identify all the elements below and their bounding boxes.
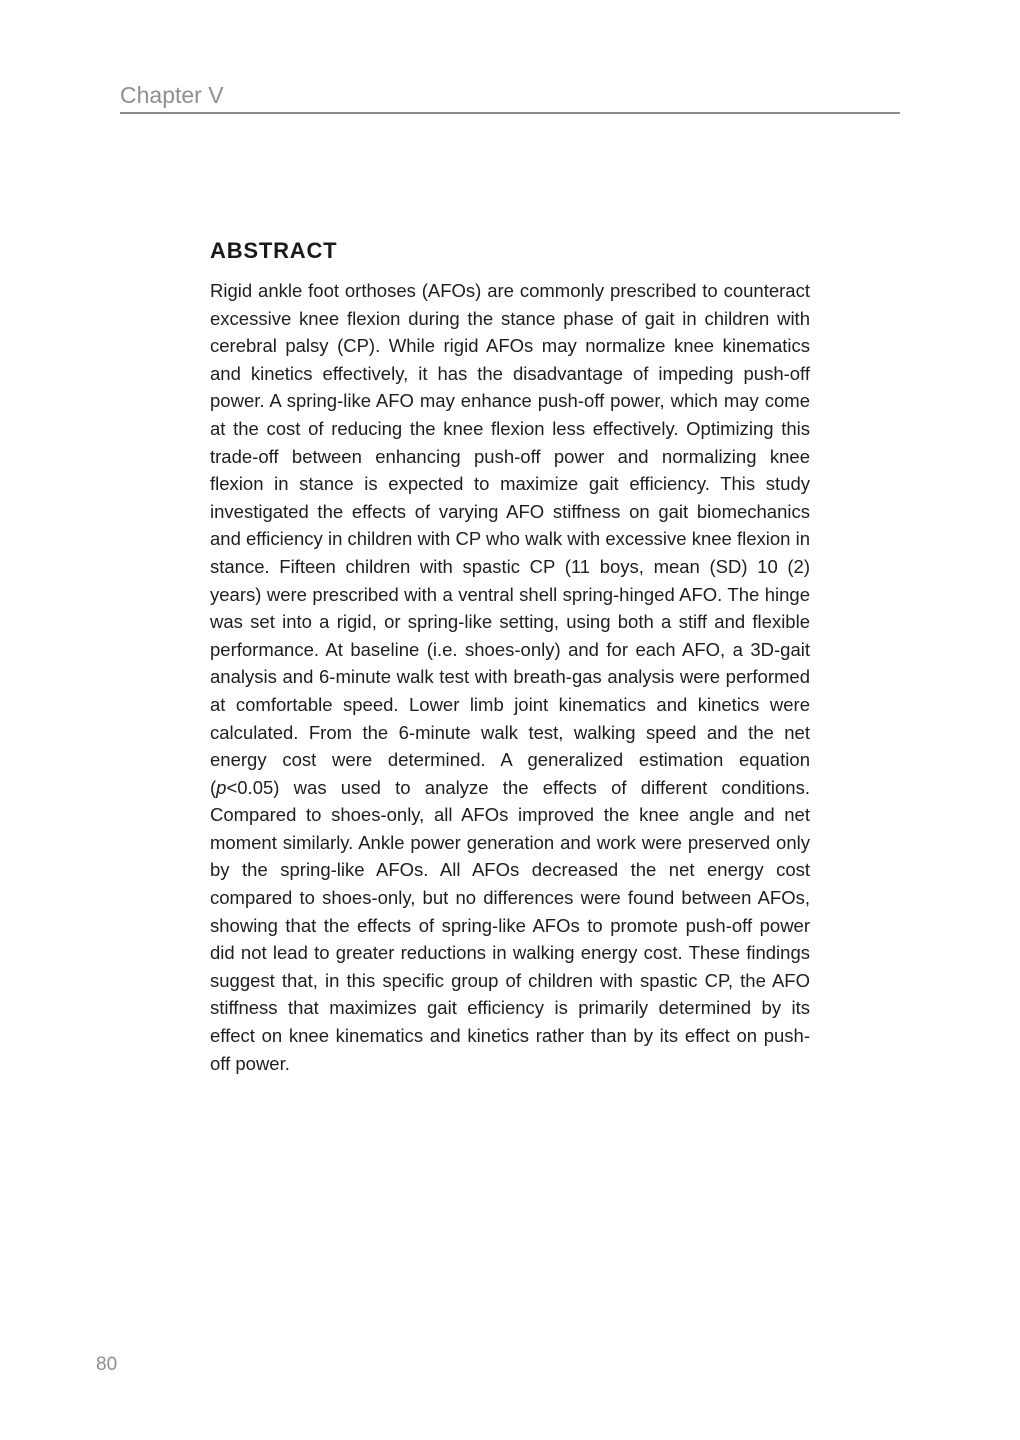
abstract-section [210, 236, 810, 1077]
p-value-symbol: p [216, 776, 227, 798]
abstract-body [210, 277, 810, 1077]
page-number: 80 [96, 1354, 118, 1375]
running-header [120, 80, 900, 114]
abstract-text-part2: <0.05) was used to analyze the effects of different conditions. Compared to shoes-only, all AFOs improved the knee angle and net moment similarly. Ankle power generation and work were preserved only by the spring-like AFOs. All AFOs decreased the net energy cost compared to shoes-only, but no differences were found between AFOs, showing that the effects of spring-like AFOs to promote push-off power did not lead to greater reductions in walking energy cost. These findings suggest that, in this specific group of children with spastic CP, the AFO stiffness that maximizes gait efficiency is primarily determined by its effect on knee kinematics and kinetics rather than by its effect on push-off power. [210, 776, 810, 1074]
abstract-text-part1: Rigid ankle foot orthoses (AFOs) are commonly prescribed to counteract excessive knee flexion during the stance phase of gait in children with cerebral palsy (CP). While rigid AFOs may normalize knee kinematics and kinetics effectively, it has the disadvantage of impeding push-off power. A spring-like AFO may enhance push-off power, which may come at the cost of reducing the knee flexion less effectively. Optimizing this trade-off between enhancing push-off power and normalizing knee flexion in stance is expected to maximize gait efficiency. This study investigated the effects of varying AFO stiffness on gait biomechanics and efficiency in children with CP who walk with excessive knee flexion in stance. Fifteen children with spastic CP (11 boys, mean (SD) 10 (2) years) were prescribed with a ventral shell spring-hinged AFO. The hinge was set into a rigid, or spring-like setting, using both a stiff and flexible performance. At baseline (i.e. shoes-only) and for each AFO, a 3D-gait analysis and 6-minute walk test with breath-gas analysis were performed at comfortable speed. Lower limb joint kinematics and kinetics were calculated. From the 6-minute walk test, walking speed and the net energy cost were determined. A generalized estimation equation ( [210, 280, 810, 798]
abstract-heading: ABSTRACT [210, 238, 338, 263]
chapter-title: Chapter V [120, 82, 224, 108]
